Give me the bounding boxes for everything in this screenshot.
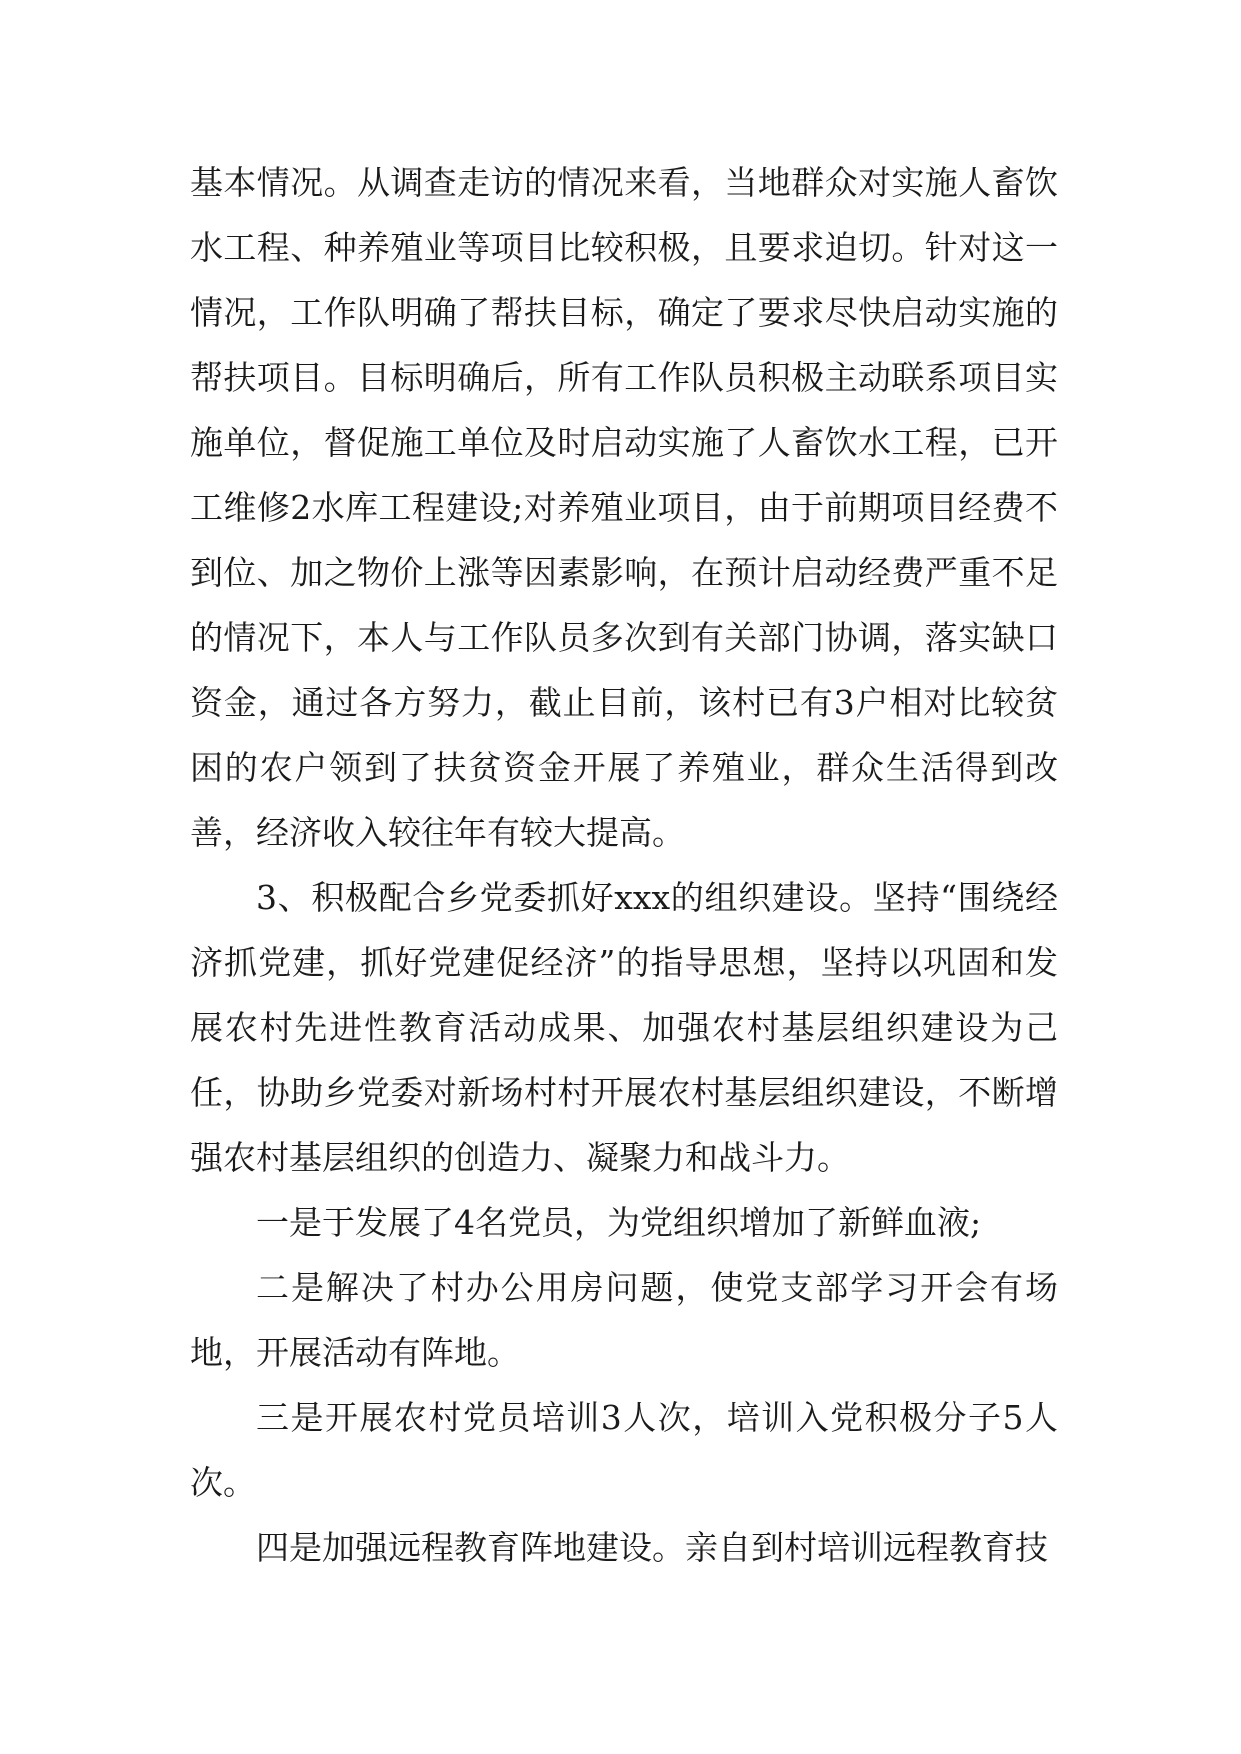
paragraph-organization-building: 3、积极配合乡党委抓好xxx的组织建设。坚持“围绕经济抓党建，抓好党建促经济”的指导思想，坚持以巩固和发展农村先进性教育活动成果、加强农村基层组织建设为己任，协助乡党委对新场村村开展农村基层组织建设，不断增强农村基层组织的创造力、凝聚力和战斗力。 [190, 878, 1058, 1177]
paragraph-item-four: 四是加强远程教育阵地建设。亲自到村培训远程教育技 [256, 1528, 1048, 1567]
paragraph-item-one: 一是于发展了4名党员，为党组织增加了新鲜血液; [256, 1203, 982, 1242]
paragraph-basic-situation: 基本情况。从调查走访的情况来看，当地群众对实施人畜饮水工程、种养殖业等项目比较积极，且要求迫切。针对这一情况，工作队明确了帮扶目标，确定了要求尽快启动实施的帮扶项目。目标明确后，所有工作队员积极主动联系项目实施单位，督促施工单位及时启动实施了人畜饮水工程，已开工维修2水库工程建设;对养殖业项目，由于前期项目经费不到位、加之物价上涨等因素影响，在预计启动经费严重不足的情况下，本人与工作队员多次到有关部门协调，落实缺口资金，通过各方努力，截止目前，该村已有3户相对比较贫困的农户领到了扶贫资金开展了养殖业，群众生活得到改善，经济收入较往年有较大提高。 [190, 163, 1058, 852]
body-text [190, 150, 1058, 1580]
paragraph-item-three: 三是开展农村党员培训3人次，培训入党积极分子5人次。 [190, 1398, 1058, 1502]
paragraph-item-two: 二是解决了村办公用房问题，使党支部学习开会有场地，开展活动有阵地。 [190, 1268, 1058, 1372]
